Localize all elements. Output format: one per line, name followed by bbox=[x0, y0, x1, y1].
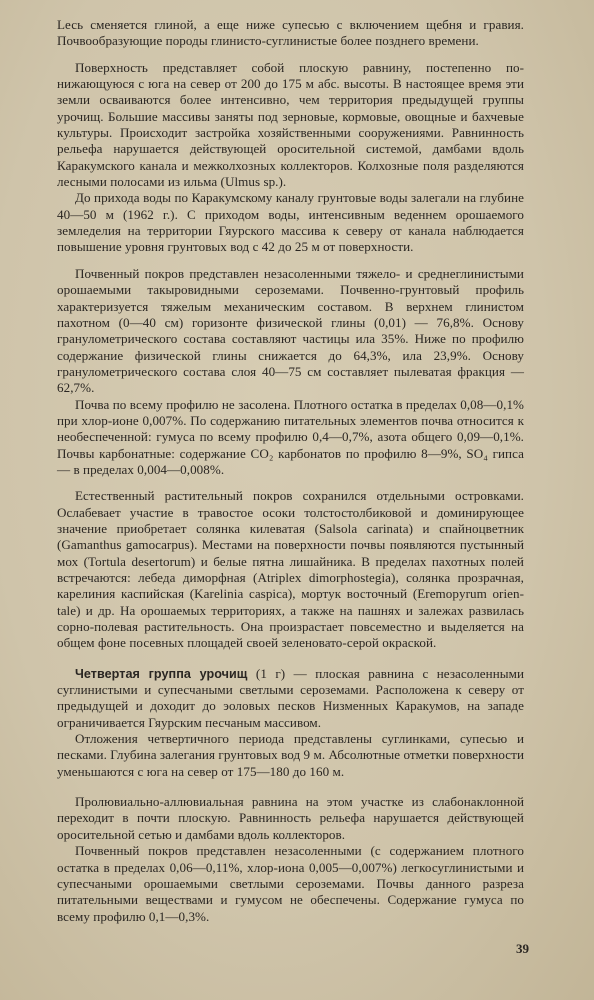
paragraph-1: Поверхность представляет собой плоскую равнину, постепенно понижающуюся с юга на север от 200 до 175 м абс. высоты. В настоящее время эти земли осваиваются более интенсивно, чем территория предыдущей группы урочищ. Большие массивы заняты под зерновые, кормовые, овощные и бахчевые культуры. Происходит застройка хозяйственными сооружениями. Равнинность рельефа нарушается действующей оросительной системой, дамбами вдоль Каракумского канала и межколхозных коллекторов. Колхозные поля разделяются лесными полосами из ильма (Ulmus sp.). bbox=[57, 59, 524, 190]
body-text bbox=[57, 17, 524, 925]
paragraph-0: Lесь сменяется глиной, а еще ниже супесью с включением щебня и гравия. Почвообразующие породы глинисто-суглинистые более позднего времени. bbox=[57, 17, 524, 49]
paragraph-5: Естественный растительный покров сохранился отдельными островками. Ослабевает участие в травостое осоки толстостолбиковой и доминирующее значение приобретает солянка килеватая (Salsola carinata) и спайноцветник (Gamanthus gamocarpus). Местами на поверхности почвы появляются пустынный мох (Tortula desertorum) и белые пятна лишайника. В пределах пахотных полей встречаются: лебеда диморфная (Atriplex dimorphostegia), солянка прозрачная, карелиния каспийская (Karelinia caspica), мортук восточный (Eremopyrum orientale) и др. На орошаемых территориях, а также на пашнях и залежах развилась сорно-полевая растительность. Она произрастает повсеместно и выделяется на общем фоне посевных площадей своей зеленовато-серой окраской. bbox=[57, 488, 524, 651]
group-heading: Четвертая группа урочищ bbox=[75, 666, 248, 681]
paragraph-6-text: (1 г) — плоская равнина с незасоленными суглинистыми и супесчаными светлыми сероземами. Расположена к северу от предыдущей и доходит до эоловых песков Низменных Каракумов, на западе ограничивается Гяурским песчаным массивом. bbox=[57, 665, 524, 730]
paragraph-9: Почвенный покров представлен незасоленными (с содержанием плотного остатка в пределах 0,06—0,11%, хлор-иона 0,005—0,007%) легкосуглинистыми и супесчаными орошаемыми светлыми сероземами. Почвы данного разреза питательными веществами и гумусом не обеспечены. Содержание гумуса по всему профилю 0,1—0,3%. bbox=[57, 843, 524, 924]
paragraph-4: Почва по всему профилю не засолена. Плотного остатка в пределах 0,08—0,1% при хлор-ионе 0,007%. По содержанию питательных элементов почва относится к необеспеченной: гумуса по всему профилю 0,4—0,7%, азота общего 0,09—0,1%. Почвы карбонатные: содержание CO₂ карбонатов по профилю 8—9%, SO₄ гипса — в пределах 0,004—0,008%. bbox=[57, 396, 524, 477]
page-number: 39 bbox=[516, 941, 529, 956]
paragraph-3: Почвенный покров представлен незасоленными тяжело- и среднеглинистыми орошаемыми такыровидными сероземами. Почвенно-грунтовый профиль характеризуется тяжелым механическим составом. В верхнем глинистом пахотном (0—40 см) горизонте физической глины (0,01) — 76,8%. Основу гранулометрического состава составляют частицы ила 35%. Ниже по профилю содержание физической глины снижается до 64,3%, ила 23,9%. Основу гранулометрического состава слоя 40—75 см составляет пылеватая фракция — 62,7%. bbox=[57, 265, 524, 396]
paragraph-6 bbox=[57, 666, 524, 731]
paragraph-2: До прихода воды по Каракумскому каналу грунтовые воды залегали на глубине 40—50 м (1962 г.). С приходом воды, интенсивным веденнем орошаемого земледелия на территории Гяурского массива к северу от канала наблюдается повышение уровня грунтовых вод с 42 до 25 м от поверхности. bbox=[57, 190, 524, 255]
paragraph-8: Пролювиально-аллювиальная равнина на этом участке из слабонаклонной переходит в почти плоскую. Равнинность рельефа нарушается действующей оросительной сетью и дамбами вдоль коллекторов. bbox=[57, 794, 524, 842]
paragraph-7: Отложения четвертичного периода представлены суглинками, супесью и песками. Глубина залегания грунтовых вод 9 м. Абсолютные отметки поверхности уменьшаются с юга на север от 175—180 до 160 м. bbox=[57, 731, 524, 779]
